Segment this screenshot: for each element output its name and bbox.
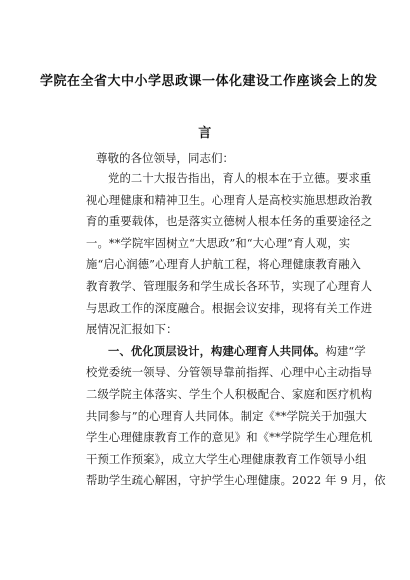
body-line: 育的重要载体，也是落实立德树人根本任务的重要途径之 xyxy=(86,215,373,229)
salutation: 尊敬的各位领导，同志们： xyxy=(96,151,234,165)
document-title-line-1: 学院在全省大中小学思政课一体化建设工作座谈会上的发 xyxy=(40,74,378,89)
body-line: 视心理健康和精神卫生。心理育人是高校实施思想政治教 xyxy=(86,193,373,207)
body-line: 与思政工作的深度融合。根据会议安排，现将有关工作进 xyxy=(86,301,373,315)
body-line: 展情况汇报如下： xyxy=(86,323,178,337)
body-line: 干预工作预案》，成立大学生心理健康教育工作领导小组 xyxy=(86,452,367,466)
body-line: 一。**学院牢固树立“大思政”和“大心理”育人观，实 xyxy=(86,236,351,250)
section-heading-tail: 构建“学 xyxy=(325,344,366,358)
section-heading: 一、优化顶层设计，构建心理育人共同体。 xyxy=(108,343,326,358)
document-body xyxy=(86,168,386,492)
body-line: 帮助学生疏心解困，守护学生心理健康。2022 年 9 月，依 xyxy=(86,474,386,488)
body-line: 党的二十大报告指出，育人的根本在于立德。要求重 xyxy=(108,172,372,185)
body-line: 校党委统一领导、分管领导靠前指挥、心理中心主动指导 xyxy=(86,366,373,380)
document-title-line-2: 言 xyxy=(198,126,212,141)
body-line: 教育教学、管理服务和学生成长各环节，实现了心理育人 xyxy=(86,279,373,293)
body-line: 施“启心润德”心理育人护航工程，将心理健康教育融入 xyxy=(86,258,362,272)
body-line: 学生心理健康教育工作的意见》和《**学院学生心理危机 xyxy=(86,431,373,445)
section-heading-line xyxy=(86,341,366,363)
body-line: 二级学院主体落实、学生个人积极配合、家庭和医疗机构 xyxy=(86,387,373,401)
body-line: 共同参与”的心理育人共同体。制定《**学院关于加强大 xyxy=(86,409,367,423)
